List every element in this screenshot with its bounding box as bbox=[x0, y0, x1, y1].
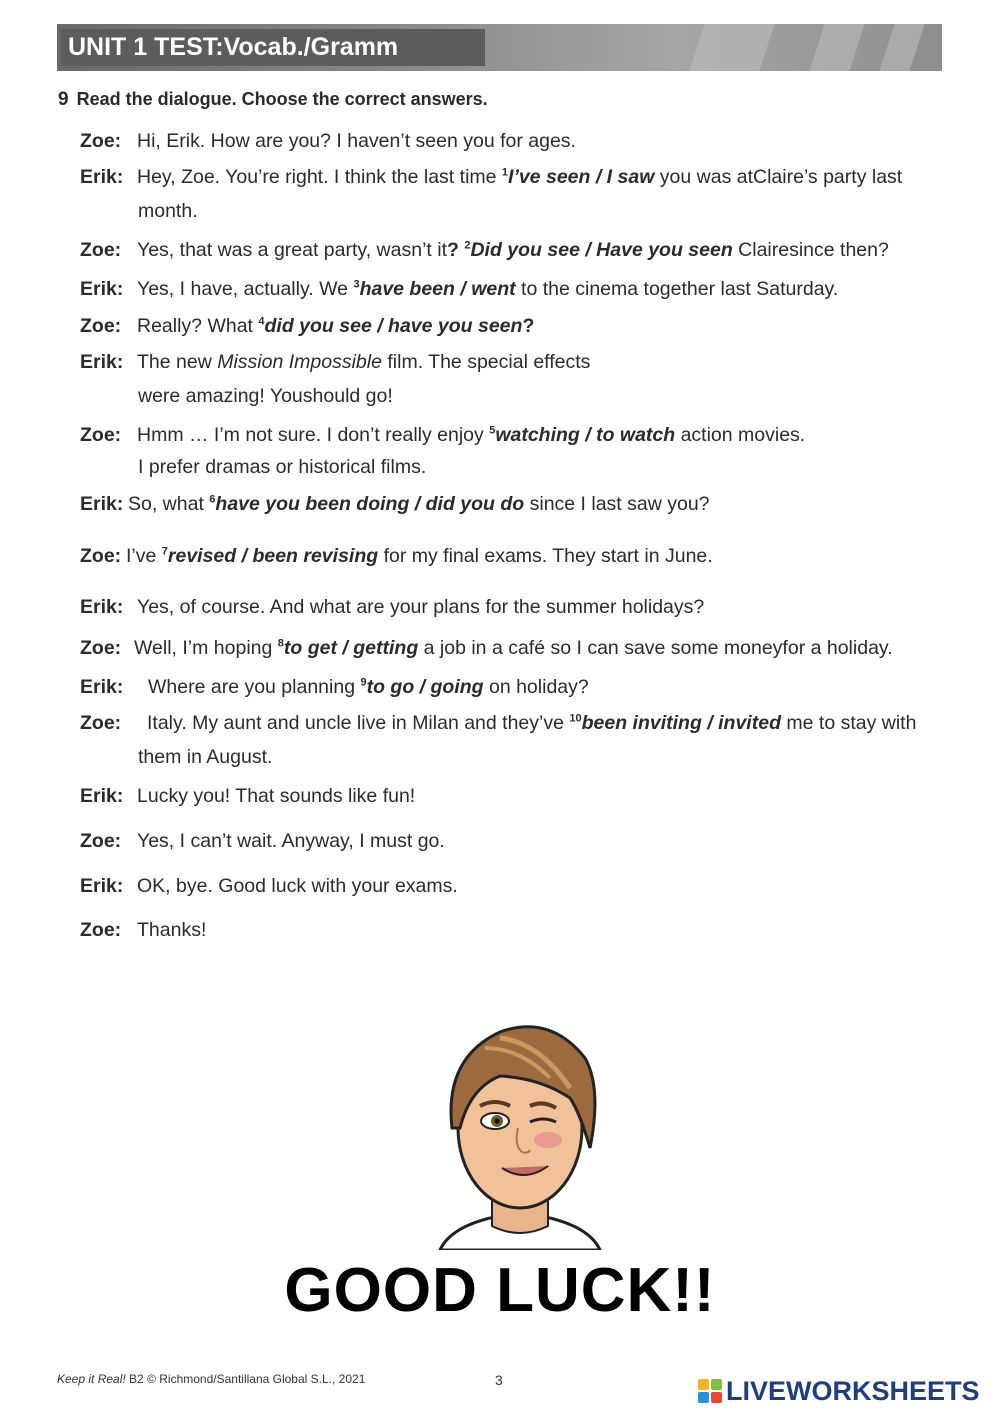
answer-choice-2[interactable]: Did you see / Have you seen bbox=[470, 239, 733, 261]
speaker-label: Zoe: bbox=[80, 130, 122, 152]
answer-choice-1[interactable]: I’ve seen / I saw bbox=[508, 166, 655, 188]
speaker-label: Zoe: bbox=[80, 637, 122, 659]
answer-choice-5[interactable]: watching / to watch bbox=[495, 424, 676, 446]
task-instruction: Read the dialogue. Choose the correct answers. bbox=[76, 89, 488, 109]
brand-name: LIVEWORKSHEETS bbox=[726, 1375, 980, 1406]
line-continuation: them in August. bbox=[138, 746, 273, 768]
gap-number: 8 bbox=[277, 637, 284, 650]
speaker-label: Erik: bbox=[80, 351, 124, 373]
dialogue-line-9 bbox=[80, 539, 960, 573]
line-text: Hi, Erik. How are you? I haven’t seen you for ages. bbox=[137, 130, 576, 152]
dialogue-line-16 bbox=[80, 869, 960, 903]
line-text: Hey, Zoe. You’re right. I think the last time bbox=[137, 166, 502, 188]
dialogue-line-1 bbox=[80, 124, 960, 158]
speaker-label: Zoe: bbox=[80, 830, 122, 852]
speaker-label: Erik: bbox=[80, 166, 124, 188]
line-text: Really? What bbox=[137, 315, 259, 337]
banner-stripe bbox=[879, 24, 924, 71]
gap-number: 6 bbox=[209, 493, 216, 506]
dialogue-line-11 bbox=[80, 631, 960, 665]
gap-number: 2 bbox=[464, 239, 471, 252]
gap-number: 5 bbox=[489, 424, 496, 437]
avatar-illustration bbox=[430, 1018, 610, 1250]
line-text: you was atClaire’s party last bbox=[654, 166, 903, 188]
good-luck-message: GOOD LUCK!! bbox=[284, 1256, 716, 1325]
line-text: Yes, that was a great party, wasn’t it bbox=[137, 239, 447, 261]
line-text: action movies. bbox=[675, 424, 806, 446]
line-text: to the cinema together last Saturday. bbox=[515, 278, 839, 300]
banner-stripe bbox=[809, 24, 864, 71]
line-text: OK, bye. Good luck with your exams. bbox=[137, 875, 458, 897]
task-heading bbox=[58, 89, 488, 111]
answer-choice-6[interactable]: have you been doing / did you do bbox=[215, 493, 525, 515]
question-mark: ? bbox=[447, 239, 459, 261]
line-text: for my final exams. They start in June. bbox=[378, 545, 713, 567]
book-title: Keep it Real! bbox=[57, 1372, 126, 1386]
line-text: since I last saw you? bbox=[524, 493, 710, 515]
page-number: 3 bbox=[495, 1372, 503, 1388]
answer-choice-8[interactable]: to get / getting bbox=[283, 637, 419, 659]
dialogue-line-4 bbox=[80, 272, 960, 306]
dialogue-line-10 bbox=[80, 590, 960, 624]
answer-choice-9[interactable]: to go / going bbox=[366, 676, 484, 698]
line-text: Italy. My aunt and uncle live in Milan and they’ve bbox=[147, 712, 570, 734]
line-text: Lucky you! That sounds like fun! bbox=[137, 785, 416, 807]
dialogue-line-3 bbox=[80, 233, 960, 267]
answer-choice-3[interactable]: have been / went bbox=[359, 278, 516, 300]
gap-number: 7 bbox=[161, 545, 168, 558]
liveworksheets-brand[interactable] bbox=[698, 1376, 980, 1406]
speaker-label: Erik: bbox=[80, 493, 124, 515]
dialogue-line-17 bbox=[80, 913, 960, 947]
line-text: Where are you planning bbox=[148, 676, 361, 698]
speaker-label: Erik: bbox=[80, 785, 124, 807]
line-text: Well, I’m hoping bbox=[134, 637, 278, 659]
line-continuation: I prefer dramas or historical films. bbox=[138, 456, 427, 478]
speaker-label: Erik: bbox=[80, 596, 124, 618]
line-text: a job in a café so I can save some moneyfor a holiday. bbox=[418, 637, 893, 659]
dialogue-line-5 bbox=[80, 309, 960, 343]
dialogue-line-2 bbox=[80, 160, 960, 228]
speaker-label: Zoe: bbox=[80, 315, 122, 337]
question-mark: ? bbox=[522, 315, 535, 337]
dialogue-line-13 bbox=[80, 706, 960, 774]
unit-title: UNIT 1 TEST:Vocab./Gramm bbox=[61, 29, 485, 66]
line-text: Clairesince then? bbox=[732, 239, 889, 261]
line-text: Hmm … I’m not sure. I don’t really enjoy bbox=[137, 424, 490, 446]
line-text: So, what bbox=[128, 493, 210, 515]
line-text: I’ve bbox=[126, 545, 162, 567]
answer-choice-4[interactable]: did you see / have you seen bbox=[264, 315, 523, 337]
dialogue-line-8 bbox=[80, 487, 960, 521]
line-text: Yes, I can’t wait. Anyway, I must go. bbox=[137, 830, 445, 852]
line-text: on holiday? bbox=[483, 676, 589, 698]
line-text: me to stay with bbox=[780, 712, 917, 734]
line-continuation: were amazing! Youshould go! bbox=[138, 385, 393, 407]
answer-choice-10[interactable]: been inviting / invited bbox=[581, 712, 781, 734]
dialogue-line-7 bbox=[80, 418, 960, 482]
gap-number: 10 bbox=[569, 712, 582, 725]
dialogue-line-14 bbox=[80, 779, 960, 813]
unit-banner bbox=[57, 24, 942, 71]
gap-number: 9 bbox=[360, 676, 367, 689]
copyright-text: B2 © Richmond/Santillana Global S.L., 2021 bbox=[125, 1372, 366, 1386]
footer-copyright bbox=[57, 1372, 365, 1386]
line-continuation: month. bbox=[138, 200, 198, 222]
line-text: Thanks! bbox=[137, 919, 207, 941]
dialogue-line-15 bbox=[80, 824, 960, 858]
speaker-label: Erik: bbox=[80, 676, 124, 698]
speaker-label: Zoe: bbox=[80, 712, 122, 734]
gap-number: 3 bbox=[353, 278, 360, 291]
dialogue-line-12 bbox=[80, 670, 960, 704]
gap-number: 4 bbox=[258, 315, 265, 328]
speaker-label: Erik: bbox=[80, 278, 124, 300]
task-number: 9 bbox=[58, 89, 69, 110]
answer-choice-7[interactable]: revised / been revising bbox=[167, 545, 379, 567]
speaker-label: Zoe: bbox=[80, 545, 122, 567]
banner-stripe bbox=[689, 24, 774, 71]
line-text: Yes, of course. And what are your plans for the summer holidays? bbox=[137, 596, 705, 618]
speaker-label: Zoe: bbox=[80, 239, 122, 261]
film-title: Mission Impossible bbox=[217, 351, 382, 373]
speaker-label: Zoe: bbox=[80, 919, 122, 941]
dialogue-line-6 bbox=[80, 345, 960, 413]
speaker-label: Erik: bbox=[80, 875, 124, 897]
line-text: Yes, I have, actually. We bbox=[137, 278, 354, 300]
gap-number: 1 bbox=[501, 166, 509, 179]
liveworksheets-logo-icon bbox=[698, 1379, 722, 1403]
line-text: film. The special effects bbox=[381, 351, 591, 373]
speaker-label: Zoe: bbox=[80, 424, 122, 446]
line-text: The new bbox=[137, 351, 218, 373]
